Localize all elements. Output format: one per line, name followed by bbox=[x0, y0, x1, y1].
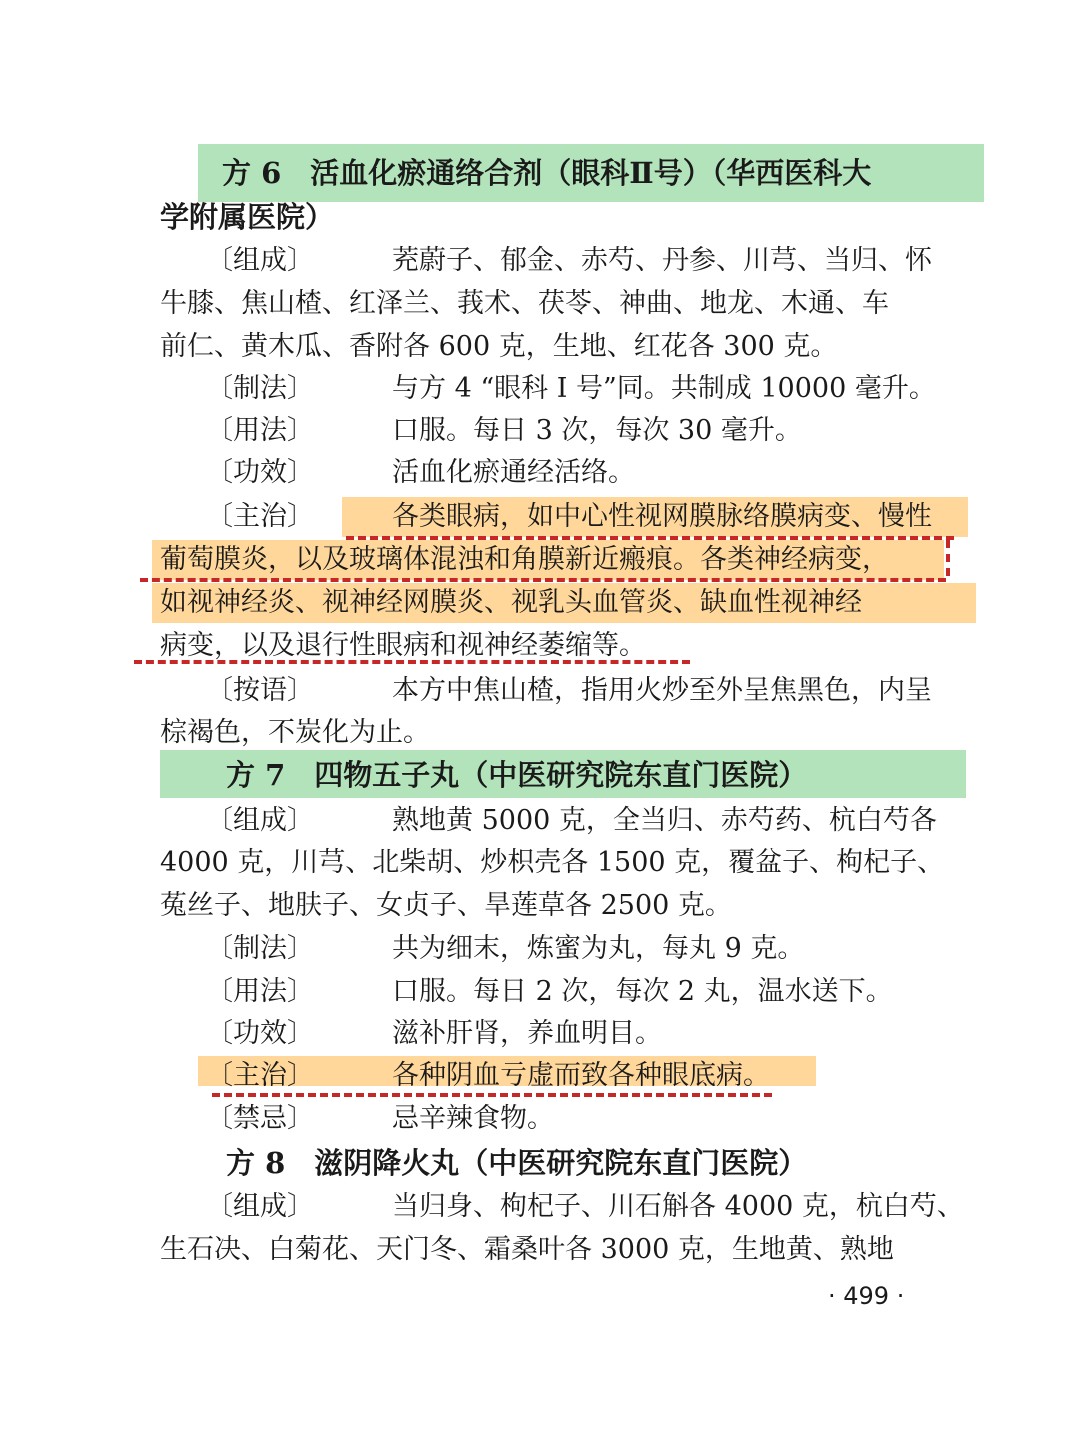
rx7-effect-line bbox=[206, 1013, 662, 1055]
rx7-title: 方 7 四物五子丸（中医研究院东直门医院） bbox=[226, 758, 808, 792]
rx6-effect-text: 活血化瘀通经活络。 bbox=[392, 457, 635, 488]
label-effect: 〔功效〕 bbox=[206, 457, 314, 488]
label-composition: 〔组成〕 bbox=[206, 805, 314, 836]
page-number: · 499 · bbox=[828, 1282, 905, 1310]
rx7-usage-line bbox=[206, 971, 893, 1013]
rx6-composition-cont-2: 前仁、黄木瓜、香附各 600 克，生地、红花各 300 克。 bbox=[160, 331, 838, 362]
rx7-composition-cont-2: 菟丝子、地肤子、女贞子、旱莲草各 2500 克。 bbox=[160, 890, 732, 921]
rx7-preparation-line bbox=[206, 928, 804, 970]
rx6-note-line bbox=[206, 670, 932, 712]
rx6-indication-line bbox=[206, 496, 932, 538]
rx7-effect-text: 滋补肝肾，养血明目。 bbox=[392, 1018, 662, 1049]
rx7-contraindication-line bbox=[206, 1098, 554, 1140]
red-dashed-underline bbox=[134, 660, 690, 664]
rx7-contraindication-text: 忌辛辣食物。 bbox=[392, 1103, 554, 1134]
label-composition: 〔组成〕 bbox=[206, 245, 314, 276]
rx6-title: 方 6 活血化瘀通络合剂（眼科Ⅱ号）（华西医科大 bbox=[222, 156, 872, 190]
red-dashed-bracket-mark bbox=[946, 540, 950, 576]
label-note: 〔按语〕 bbox=[206, 675, 314, 706]
rx7-preparation-text: 共为细末，炼蜜为丸，每丸 9 克。 bbox=[392, 933, 805, 964]
rx7-indication-line bbox=[206, 1055, 770, 1097]
rx8-composition-text: 当归身、枸杞子、川石斛各 4000 克，杭白芍、 bbox=[392, 1191, 964, 1222]
red-dashed-underline bbox=[140, 578, 946, 582]
rx7-usage-text: 口服。每日 2 次，每次 2 丸，温水送下。 bbox=[392, 976, 893, 1007]
rx6-note-cont: 棕褐色，不炭化为止。 bbox=[160, 717, 430, 748]
label-preparation: 〔制法〕 bbox=[206, 373, 314, 404]
rx6-composition-text: 茺蔚子、郁金、赤芍、丹参、川芎、当归、怀 bbox=[392, 245, 932, 276]
rx6-composition-cont-1: 牛膝、焦山楂、红泽兰、莪术、茯苓、神曲、地龙、木通、车 bbox=[160, 288, 889, 319]
label-composition: 〔组成〕 bbox=[206, 1191, 314, 1222]
rx7-indication-text: 各种阴血亏虚而致各种眼底病。 bbox=[392, 1060, 770, 1091]
label-usage: 〔用法〕 bbox=[206, 415, 314, 446]
label-preparation: 〔制法〕 bbox=[206, 933, 314, 964]
rx8-composition-cont: 生石决、白菊花、天门冬、霜桑叶各 3000 克，生地黄、熟地 bbox=[160, 1234, 894, 1265]
label-indication: 〔主治〕 bbox=[206, 1060, 314, 1091]
label-effect: 〔功效〕 bbox=[206, 1018, 314, 1049]
rx7-composition-text: 熟地黄 5000 克，全当归、赤芍药、杭白芍各 bbox=[392, 805, 937, 836]
rx6-preparation-line bbox=[206, 368, 936, 410]
rx6-composition-line bbox=[206, 240, 932, 282]
label-indication: 〔主治〕 bbox=[206, 501, 314, 532]
rx6-indication-cont-2: 如视神经炎、视神经网膜炎、视乳头血管炎、缺血性视神经 bbox=[160, 587, 862, 618]
rx6-indication-cont-1: 葡萄膜炎，以及玻璃体混浊和角膜新近瘢痕。各类神经病变， bbox=[160, 544, 889, 575]
red-dashed-underline bbox=[212, 1093, 772, 1097]
red-dashed-underline bbox=[346, 536, 954, 540]
rx6-note-text: 本方中焦山楂，指用火炒至外呈焦黑色，内呈 bbox=[392, 675, 932, 706]
rx6-title-cont: 学附属医院） bbox=[160, 200, 335, 234]
label-contraindication: 〔禁忌〕 bbox=[206, 1103, 314, 1134]
rx7-composition-cont-1: 4000 克，川芎、北柴胡、炒枳壳各 1500 克，覆盆子、枸杞子、 bbox=[160, 847, 945, 878]
rx8-title: 方 8 滋阴降火丸（中医研究院东直门医院） bbox=[226, 1146, 808, 1180]
rx6-indication-cont-3: 病变，以及退行性眼病和视神经萎缩等。 bbox=[160, 630, 646, 661]
rx6-indication-text: 各类眼病，如中心性视网膜脉络膜病变、慢性 bbox=[392, 501, 932, 532]
rx6-effect-line bbox=[206, 452, 635, 494]
rx8-composition-line bbox=[206, 1186, 964, 1228]
rx7-composition-line bbox=[206, 800, 937, 842]
rx6-usage-text: 口服。每日 3 次，每次 30 毫升。 bbox=[392, 415, 802, 446]
label-usage: 〔用法〕 bbox=[206, 976, 314, 1007]
rx6-usage-line bbox=[206, 410, 802, 452]
rx6-preparation-text: 与方 4 “眼科 I 号”同。共制成 10000 毫升。 bbox=[392, 373, 936, 404]
